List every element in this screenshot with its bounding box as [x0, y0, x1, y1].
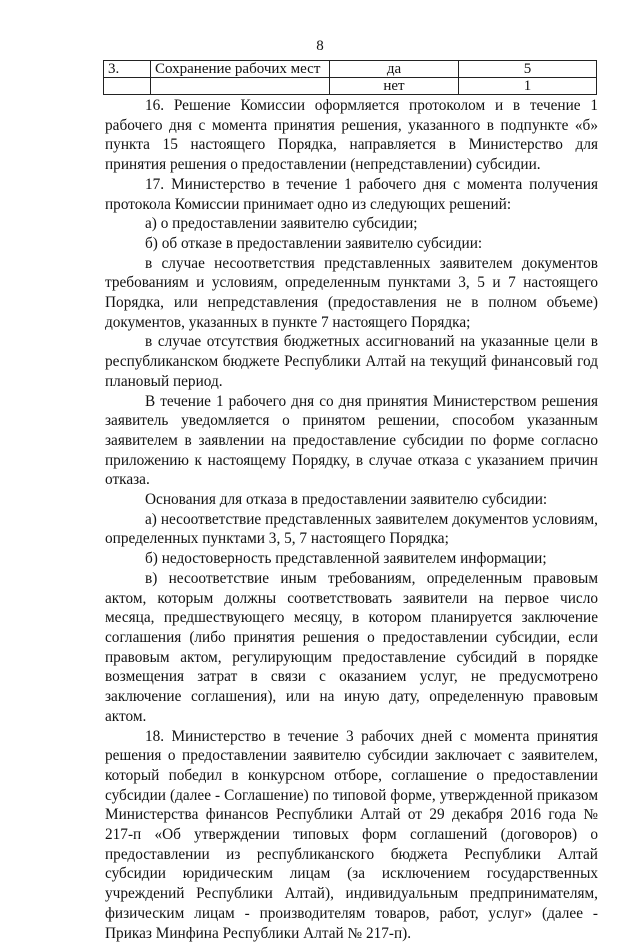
points-cell: 5 [459, 61, 597, 78]
refusal-case-documents: в случае несоответствия представленных заявителем документов требованиям и условиям, определенным пунктами 3, 5 и 7 настоящего Порядка, или непредставления (предоставления не в полном объеме) документов, указанных в пункте 7 настоящего Порядка; [105, 254, 598, 333]
criterion-name-cell: Сохранение рабочих мест [151, 61, 330, 78]
paragraph-18: 18. Министерство в течение 3 рабочих дней с момента принятия решения о предоставлении заявителю субсидии заключает с заявителем, который победил в конкурсном отборе, соглашение о предоставлении субсидии (далее - Соглашение) по типовой форме, утвержденной приказом Министерства финансов Республики Алтай от 29 декабря 2016 года № 217-п «Об утверждении типовых форм соглашений (договоров) о предоставлении из республиканского бюджета Республики Алтай субсидии юридическим лицам (за исключением государственных учреждений Республики Алтай), индивидуальным предпринимателям, физическим лицам - производителям товаров, работ, услуг» (далее - Приказ Минфина Республики Алтай № 217-п). [105, 727, 598, 943]
paragraph-16: 16. Решение Комиссии оформляется протоколом и в течение 1 рабочего дня с момента принятия решения, указанного в подпункте «б» пункта 15 настоящего Порядка, направляется в Министерство для принятия решения о предоставлении (непредставлении) субсидии. [105, 96, 598, 175]
criteria-table [103, 60, 597, 95]
page-number: 8 [0, 38, 640, 55]
refusal-grounds-heading: Основания для отказа в предоставлении заявителю субсидии: [105, 490, 598, 510]
paragraph-17: 17. Министерство в течение 1 рабочего дня с момента получения протокола Комиссии принимает одно из следующих решений: [105, 175, 598, 214]
refusal-ground-c: в) несоответствие иным требованиям, определенным правовым актом, которым должны соответствовать заявители на первое число месяца, предшествующего месяцу, в котором планируется заключение соглашения (либо принятия решения о предоставлении субсидии, если правовым актом, регулирующим предоставление субсидий в порядке возмещения затрат в связи с оказанием услуг, не предусмотрено заключение соглашения), или на иную дату, определенную правовым актом. [105, 569, 598, 727]
answer-cell: нет [330, 78, 459, 95]
criterion-name-cell [151, 78, 330, 95]
criterion-number-cell [104, 78, 151, 95]
refusal-case-budget: в случае отсутствия бюджетных ассигнований на указанные цели в республиканском бюджете Республики Алтай на текущий финансовый год плановый период. [105, 332, 598, 391]
refusal-ground-b: б) недостоверность представленной заявителем информации; [105, 549, 598, 569]
document-body [105, 96, 598, 943]
notification-paragraph: В течение 1 рабочего дня со дня принятия Министерством решения заявитель уведомляется о принятом решении, способом указанным заявителем в заявлении на предоставление субсидии по форме согласно приложению к настоящему Порядку, в случае отказа с указанием причин отказа. [105, 392, 598, 491]
decision-option-b: б) об отказе в предоставлении заявителю субсидии: [105, 234, 598, 254]
table-row [104, 78, 597, 95]
table-row [104, 61, 597, 78]
answer-cell: да [330, 61, 459, 78]
refusal-ground-a: а) несоответствие представленных заявителем документов условиям, определенных пунктами 3, 5, 7 настоящего Порядка; [105, 510, 598, 549]
decision-option-a: а) о предоставлении заявителю субсидии; [105, 214, 598, 234]
criterion-number-cell: 3. [104, 61, 151, 78]
points-cell: 1 [459, 78, 597, 95]
